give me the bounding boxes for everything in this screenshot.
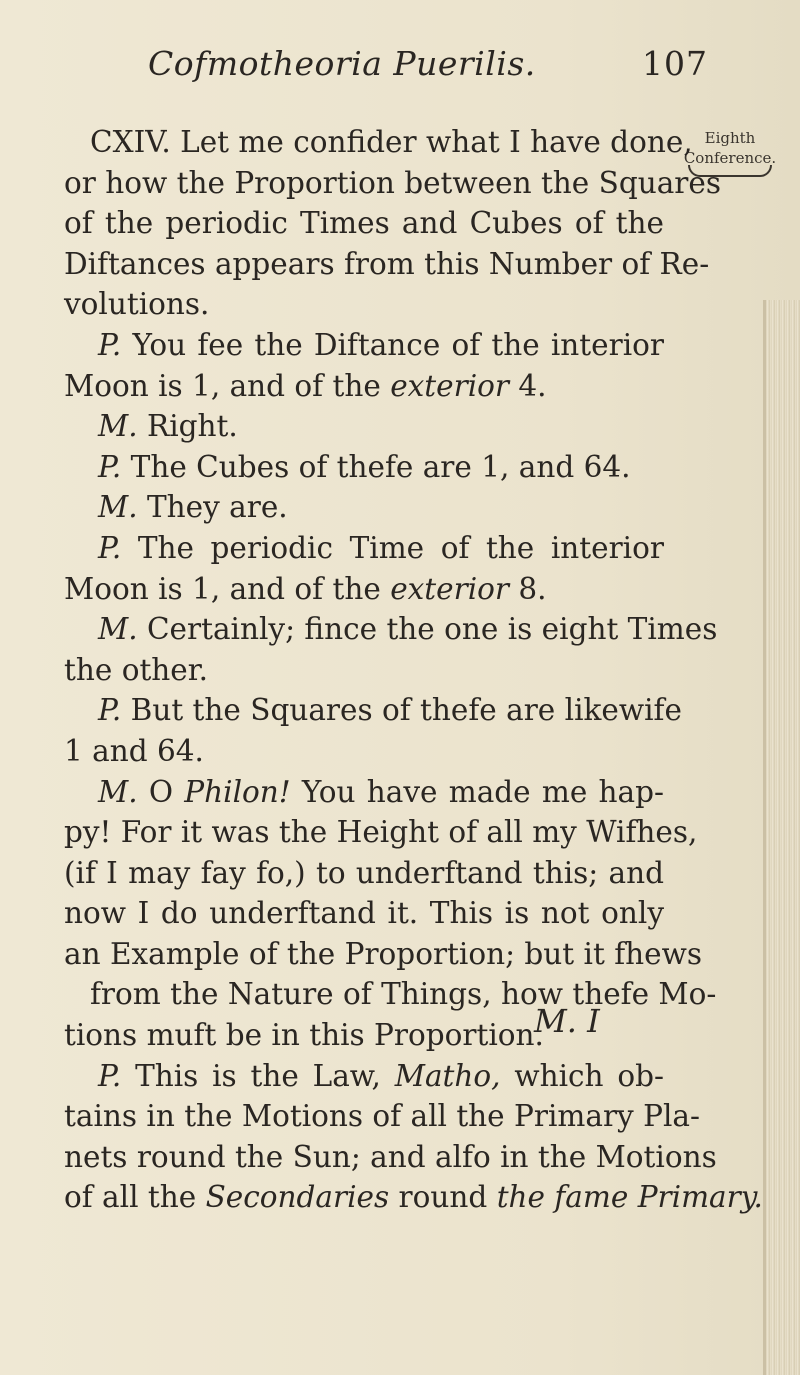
- text-line: the other.: [64, 652, 208, 687]
- dialogue-line: M. They are.: [98, 490, 288, 525]
- margin-note-line2: Conference.: [683, 149, 777, 167]
- text-line: tains in the Motions of all the Primary Pla-: [64, 1099, 700, 1134]
- speaker: M.: [98, 490, 138, 525]
- text-line: or how the Proportion between the Squares: [64, 165, 722, 200]
- text-line: Diftances appears from this Number of Re-: [64, 246, 710, 281]
- speaker: P.: [98, 693, 122, 728]
- text-line: nets round the Sun; and alfo in the Motions: [64, 1139, 717, 1174]
- speaker: P.: [98, 327, 122, 362]
- dialogue-line: M. Certainly; fince the one is eight Times: [98, 612, 718, 647]
- catchword: M. I: [534, 1002, 600, 1040]
- text-line: 1 and 64.: [64, 733, 204, 768]
- dialogue-line: P. This is the Law, Matho, which ob-: [98, 1058, 664, 1093]
- page-edge-shadow: [763, 300, 766, 1375]
- text-line: CXIV. Let me confider what I have done,: [90, 125, 693, 159]
- text-line: Moon is 1, and of the exterior 4.: [64, 368, 547, 403]
- page-header: [148, 44, 708, 94]
- text-line: volutions.: [64, 287, 210, 322]
- dialogue-line: P. You fee the Diftance of the interior: [98, 327, 664, 362]
- dialogue-line: P. But the Squares of thefe are likewife: [98, 693, 682, 728]
- speaker: P.: [98, 1058, 122, 1093]
- text-line: (if I may fay fo,) to underftand this; and: [64, 855, 664, 890]
- text-line: now I do underftand it. This is not only: [64, 896, 664, 931]
- dialogue-line: M. O Philon! You have made me hap-: [98, 774, 664, 809]
- page-number: 107: [642, 44, 708, 83]
- text-line: py! For it was the Height of all my Wifhes,: [64, 815, 698, 850]
- speaker: P.: [98, 530, 122, 565]
- page-edge: [766, 300, 800, 1375]
- text-line: tions muft be in this Proportion.: [64, 1018, 544, 1053]
- dialogue-line: P. The periodic Time of the interior: [98, 530, 664, 565]
- speaker: P.: [98, 449, 122, 484]
- text-line: from the Nature of Things, how thefe Mo-: [90, 977, 717, 1012]
- text-line: an Example of the Proportion; but it fhews: [64, 936, 702, 971]
- margin-note-line1: Eighth: [704, 129, 756, 147]
- speaker: M.: [98, 612, 138, 647]
- speaker: M.: [98, 774, 138, 809]
- speaker: M.: [98, 409, 138, 444]
- dialogue-line: P. The Cubes of thefe are 1, and 64.: [98, 449, 631, 484]
- running-title: Cofmotheoria Puerilis.: [148, 44, 536, 83]
- text-line: of the periodic Times and Cubes of the: [64, 206, 664, 241]
- dialogue-line: M. Right.: [98, 409, 238, 444]
- text-line: of all the Secondaries round the fame Primary.: [64, 1180, 763, 1215]
- text-line: Moon is 1, and of the exterior 8.: [64, 571, 547, 606]
